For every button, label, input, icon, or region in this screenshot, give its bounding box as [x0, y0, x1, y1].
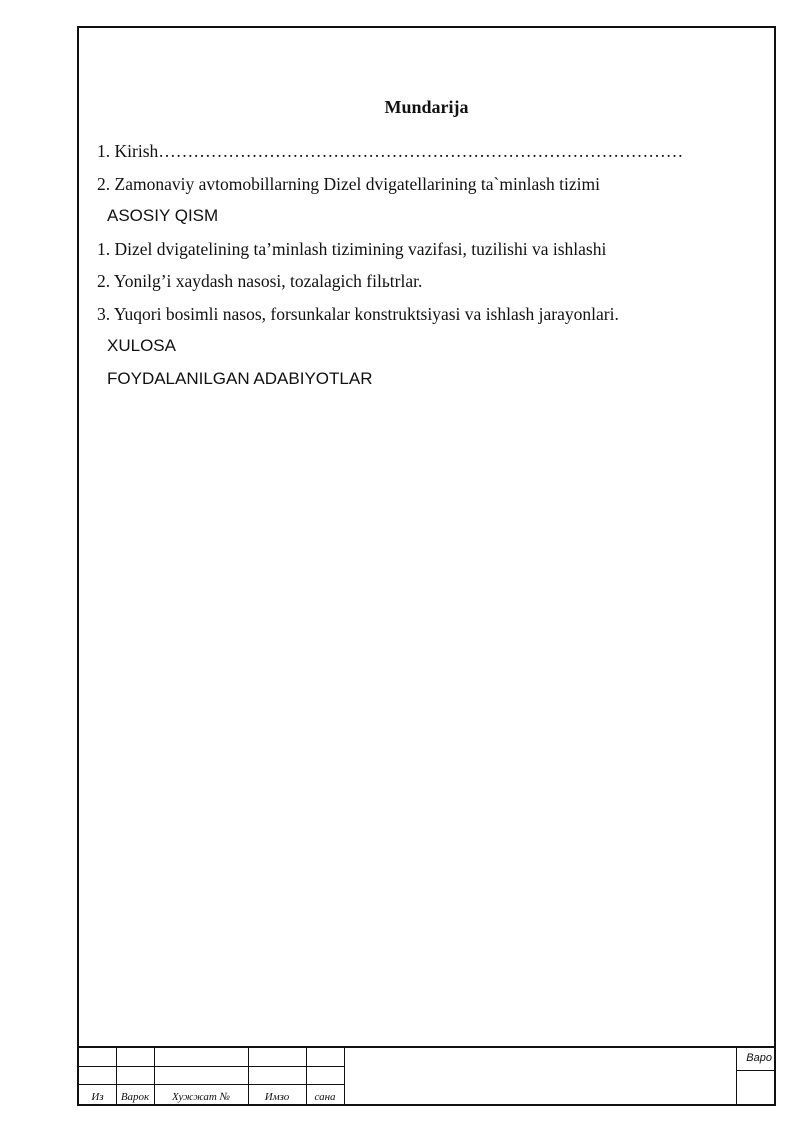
stamp-row-line: [79, 1066, 344, 1067]
stamp-label-hujjat: Хужжат №: [172, 1091, 230, 1103]
toc-item-kirish: 1. Kirish………………………………………………………………………………: [97, 141, 684, 161]
toc-item-zamonaviy: 2. Zamonaviy avtomobillarning Dizel dvigatellarining ta`minlash tizimi: [97, 173, 601, 194]
stamp-label-imzo: Имзо: [264, 1091, 290, 1103]
stamp-divider: [344, 1048, 345, 1104]
page-frame: [77, 26, 776, 1106]
toc-section-asosiy-qism: ASOSIY QISM: [107, 206, 219, 225]
stamp-label-varoq: Варок: [120, 1091, 150, 1103]
stamp-row-line: [736, 1070, 774, 1071]
toc-section-adabiyotlar: FOYDALANILGAN ADABIYOTLAR: [107, 368, 373, 388]
toc-section-xulosa: XULOSA: [107, 336, 176, 355]
stamp-label-iz: Из: [91, 1091, 104, 1103]
stamp-label-sana: сана: [314, 1091, 336, 1103]
toc-item-yonilgi: 2. Yonilg’i xaydash nasosi, tozalagich filьtrlar.: [97, 271, 423, 291]
toc-item-dizel: 1. Dizel dvigatelining ta’minlash tizimining vazifasi, tuzilishi va ishlashi: [97, 238, 607, 259]
stamp-row-line: [79, 1084, 344, 1085]
toc-item-yuqori-bosimli: 3. Yuqori bosimli nasos, forsunkalar konstruktsiyasi va ishlash jarayonlari.: [97, 303, 619, 324]
stamp-page-label: Варо: [746, 1052, 772, 1064]
stamp-divider: [736, 1048, 737, 1104]
page-title: Mundarija: [384, 97, 469, 117]
table-of-contents: [97, 140, 767, 400]
title-block-stamp: [79, 1046, 774, 1104]
